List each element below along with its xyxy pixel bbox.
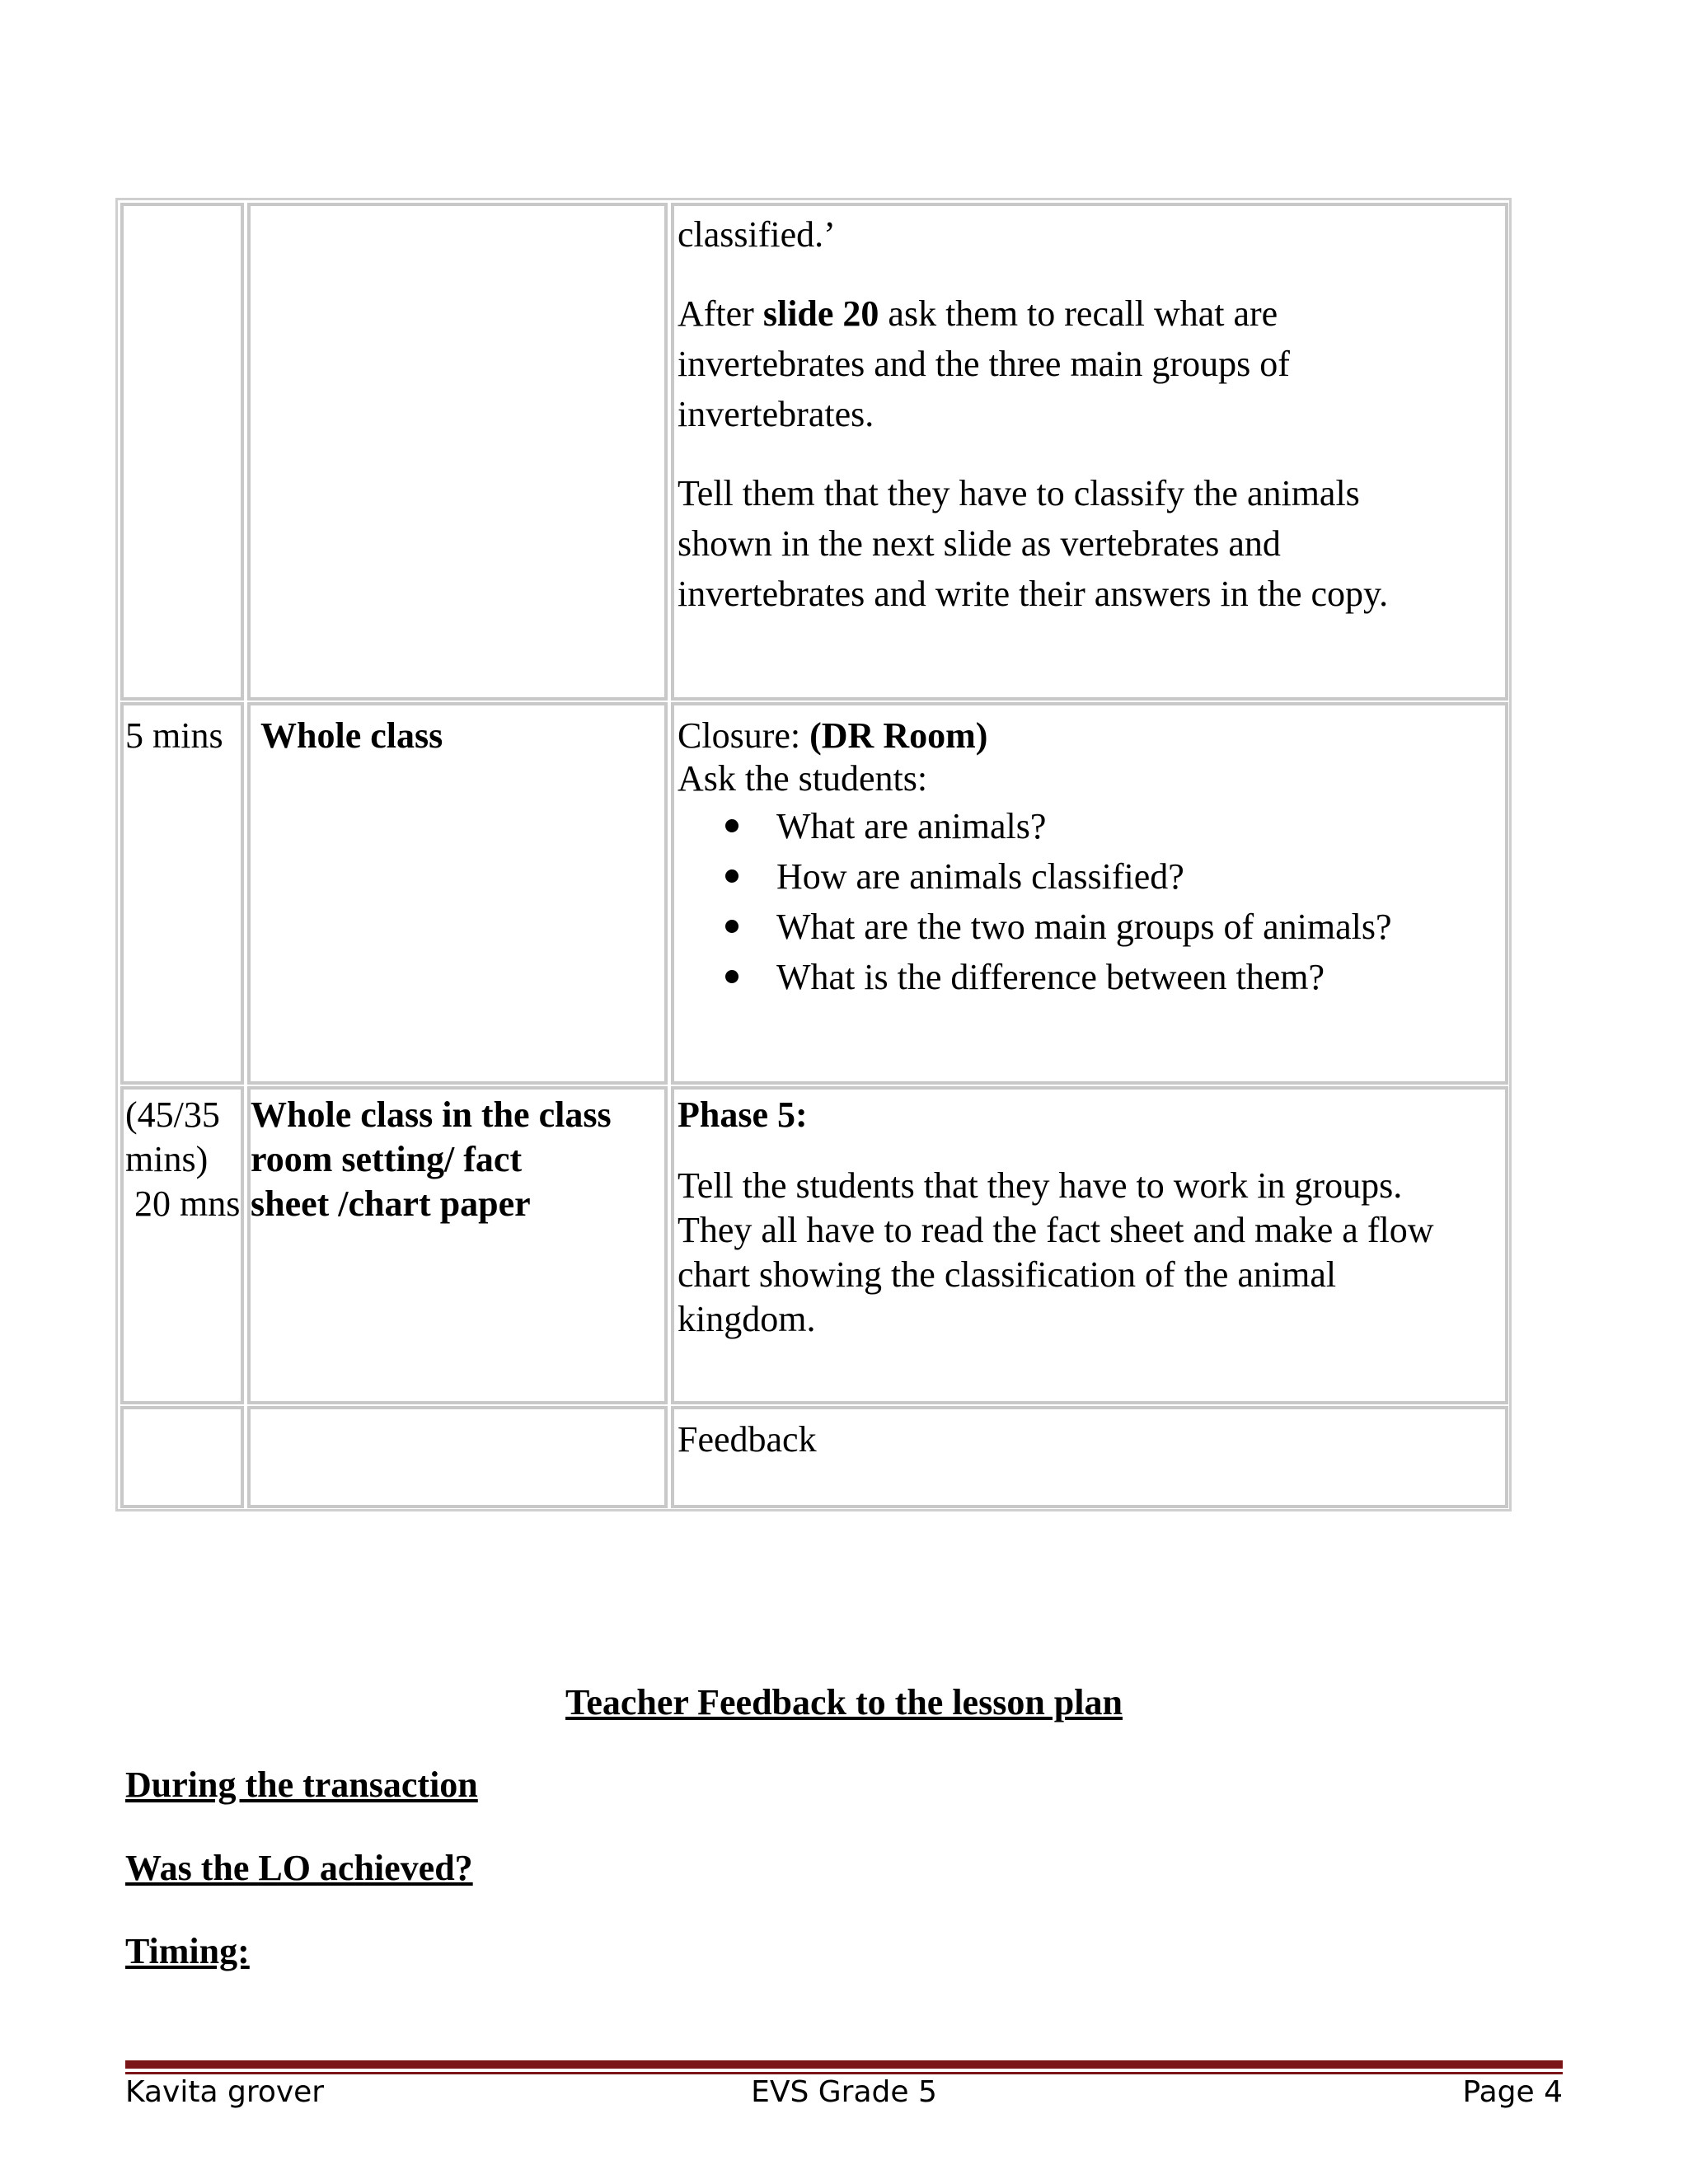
bullet-icon bbox=[725, 920, 738, 933]
time-cell bbox=[120, 702, 244, 1085]
bullet-icon bbox=[725, 819, 738, 832]
section-title: Teacher Feedback to the lesson plan bbox=[565, 1682, 1123, 1722]
bullet-icon bbox=[725, 869, 738, 883]
bullet-icon bbox=[725, 970, 738, 983]
time-text: 20 mns bbox=[125, 1183, 241, 1224]
text-line: Tell the students that they have to work in groups. bbox=[678, 1165, 1403, 1206]
footer-subject: EVS Grade 5 bbox=[751, 2075, 937, 2109]
text-line: Tell them that they have to classify the animals bbox=[678, 473, 1360, 513]
slide-reference: slide 20 bbox=[762, 293, 879, 334]
text-line: shown in the next slide as vertebrates and bbox=[678, 523, 1281, 564]
text-line: They all have to read the fact sheet and make a flow bbox=[678, 1210, 1434, 1250]
footer-rule bbox=[125, 2072, 1563, 2074]
footer-author: Kavita grover bbox=[125, 2075, 325, 2109]
grouping-text: Whole class bbox=[260, 715, 443, 756]
time-text: (45/35 bbox=[125, 1094, 220, 1135]
grouping-cell bbox=[247, 203, 668, 701]
phase-heading: Phase 5: bbox=[678, 1094, 808, 1135]
time-text: 5 mins bbox=[125, 715, 223, 756]
time-cell bbox=[120, 1086, 244, 1404]
text-line: chart showing the classification of the animal bbox=[678, 1254, 1337, 1295]
grouping-cell bbox=[247, 702, 668, 1085]
time-cell bbox=[120, 203, 244, 701]
grouping-text: sheet /chart paper bbox=[251, 1183, 531, 1224]
closure-cell: Closure: (DR Room) Ask the students: What are animals? How are animals classified? What are the two main groups of animals? What is the difference between them? bbox=[671, 702, 1508, 1085]
time-text: mins) bbox=[125, 1139, 209, 1179]
text-line: After slide 20 ask them to recall what are bbox=[678, 293, 1278, 334]
time-cell bbox=[120, 1406, 244, 1508]
section-heading: Was the LO achieved? bbox=[125, 1848, 473, 1888]
text-line: invertebrates. bbox=[678, 394, 874, 434]
activity-cell bbox=[671, 203, 1508, 701]
footer-rule bbox=[125, 2060, 1563, 2069]
section-heading: Timing: bbox=[125, 1931, 250, 1971]
feedback-text: Feedback bbox=[678, 1419, 817, 1460]
grouping-cell bbox=[247, 1406, 668, 1508]
text-line: kingdom. bbox=[678, 1299, 816, 1339]
text-line: classified.’ bbox=[678, 214, 836, 255]
closure-heading: Closure: (DR Room) bbox=[678, 715, 988, 756]
ask-text: Ask the students: bbox=[678, 758, 928, 799]
phase-cell bbox=[671, 1086, 1508, 1404]
feedback-cell bbox=[671, 1406, 1508, 1508]
grouping-text: room setting/ fact bbox=[251, 1139, 523, 1179]
section-heading: During the transaction bbox=[125, 1765, 478, 1805]
grouping-cell bbox=[247, 1086, 668, 1404]
grouping-text: Whole class in the class bbox=[251, 1094, 612, 1135]
text-line: invertebrates and write their answers in the copy. bbox=[678, 574, 1389, 614]
text-line: invertebrates and the three main groups of bbox=[678, 344, 1290, 384]
footer-page-number: Page 4 bbox=[1462, 2075, 1563, 2109]
